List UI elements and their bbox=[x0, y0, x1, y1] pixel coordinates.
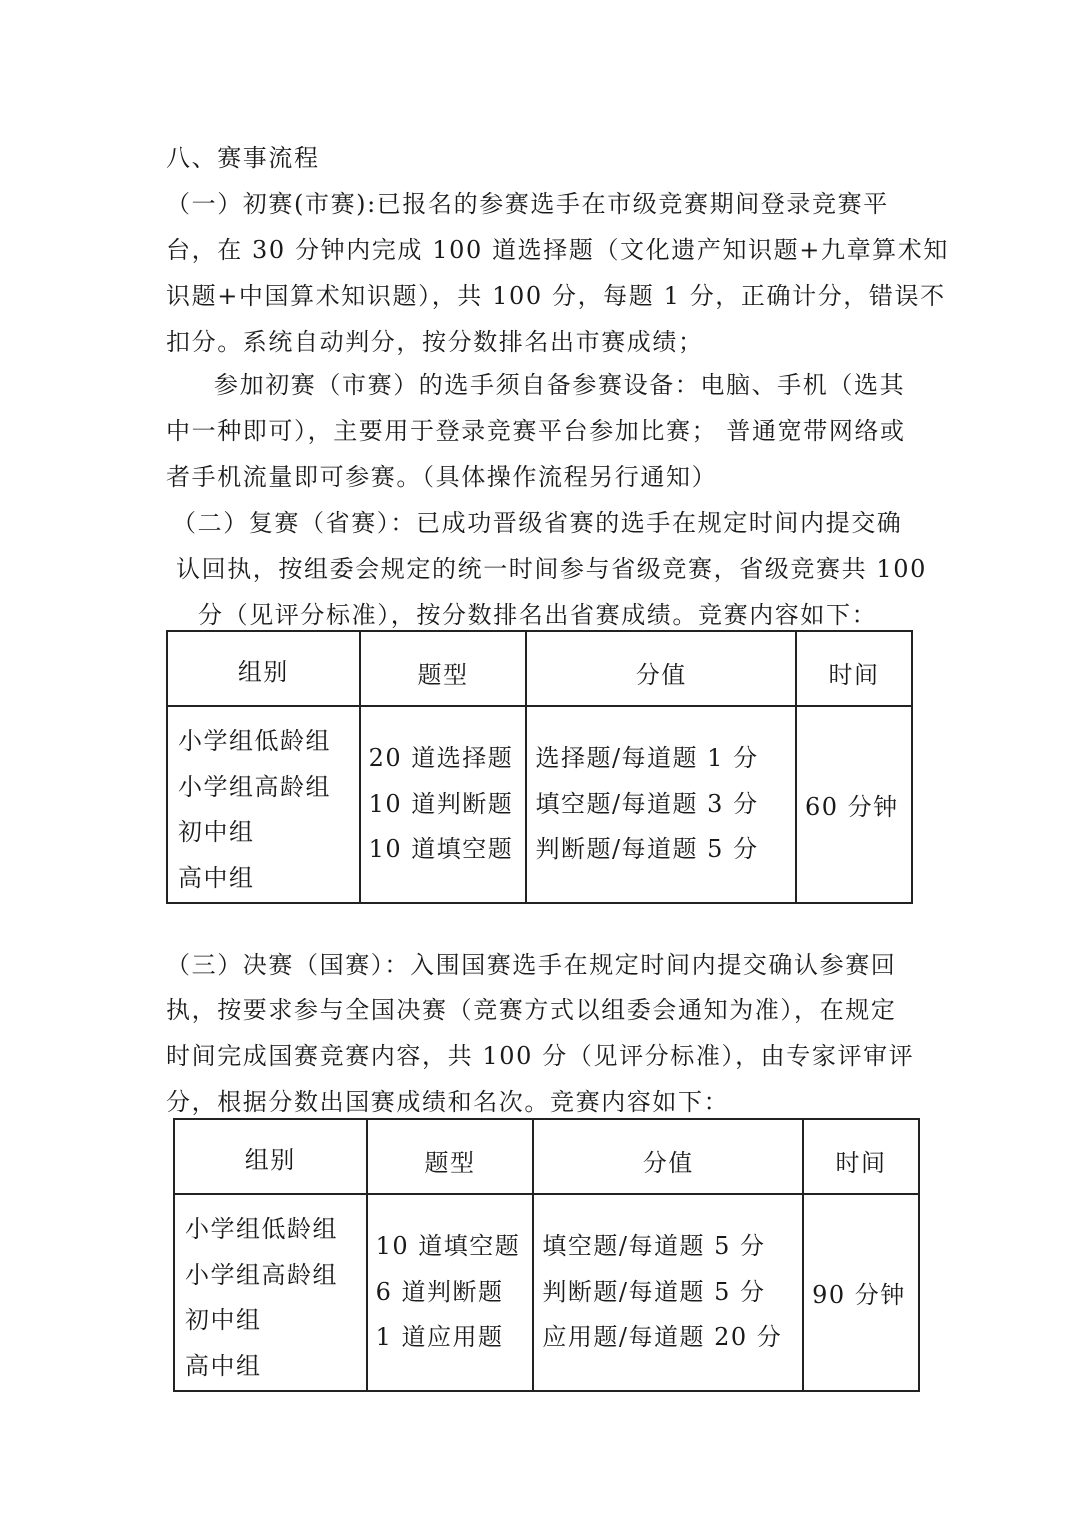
table-header-score: 分值 bbox=[526, 631, 796, 706]
score-item: 判断题/每道题 5 分 bbox=[542, 1277, 766, 1306]
group-item: 小学组高龄组 bbox=[178, 772, 331, 801]
stage3-line-1: （三）决赛（国赛）：入围国赛选手在规定时间内提交确认参赛回 bbox=[166, 951, 897, 979]
stage3-line-4: 分，根据分数出国赛成绩和名次。竞赛内容如下： bbox=[166, 1088, 730, 1116]
question-type-item: 10 道判断题 bbox=[368, 789, 514, 818]
stage1-note-line-1: 参加初赛（市赛）的选手须自备参赛设备：电脑、手机（选其 bbox=[214, 371, 906, 399]
section-title: 八、赛事流程 bbox=[166, 144, 320, 172]
table-cell-question-types bbox=[360, 706, 527, 903]
score-item: 填空题/每道题 3 分 bbox=[535, 789, 759, 818]
table-header-time: 时间 bbox=[796, 631, 912, 706]
stage1-note-line-2: 中一种即可），主要用于登录竞赛平台参加比赛； 普通宽带网络或 bbox=[166, 417, 906, 445]
table-header-time: 时间 bbox=[803, 1119, 919, 1194]
table-header-group: 组别 bbox=[167, 631, 360, 706]
table-cell-scores bbox=[533, 1194, 803, 1391]
score-item: 填空题/每道题 5 分 bbox=[542, 1232, 766, 1261]
table-header-type: 题型 bbox=[360, 631, 527, 706]
stage2-line-1: （二）复赛（省赛）：已成功晋级省赛的选手在规定时间内提交确 bbox=[172, 509, 903, 537]
question-type-item: 10 道填空题 bbox=[375, 1232, 521, 1261]
table-cell-scores bbox=[526, 706, 796, 903]
group-item: 小学组低龄组 bbox=[178, 727, 331, 755]
table-cell-time bbox=[803, 1194, 919, 1391]
group-item: 小学组低龄组 bbox=[185, 1215, 338, 1243]
group-item: 初中组 bbox=[185, 1306, 262, 1334]
question-type-item: 6 道判断题 bbox=[375, 1277, 504, 1306]
table-header-group: 组别 bbox=[174, 1119, 367, 1194]
score-item: 选择题/每道题 1 分 bbox=[535, 744, 759, 773]
group-item: 初中组 bbox=[178, 818, 255, 846]
time-value: 60 分钟 bbox=[804, 793, 899, 821]
group-item: 高中组 bbox=[178, 863, 255, 892]
score-item: 应用题/每道题 20 分 bbox=[542, 1323, 783, 1352]
stage2-line-2: 认回执，按组委会规定的统一时间参与省级竞赛，省级竞赛共 100 bbox=[176, 555, 928, 583]
table-cell-time bbox=[796, 706, 912, 903]
table-cell-question-types bbox=[367, 1194, 534, 1391]
stage3-line-3: 时间完成国赛竞赛内容，共 100 分（见评分标准），由专家评审评 bbox=[166, 1042, 915, 1070]
stage1-line-3: 识题+中国算术知识题），共 100 分，每题 1 分，正确计分，错误不 bbox=[166, 282, 946, 310]
score-item: 判断题/每道题 5 分 bbox=[535, 835, 759, 864]
group-item: 小学组高龄组 bbox=[185, 1260, 338, 1289]
table-cell-groups bbox=[174, 1194, 367, 1391]
stage3-score-table bbox=[173, 1118, 920, 1392]
question-type-item: 20 道选择题 bbox=[368, 744, 514, 773]
stage2-score-table bbox=[166, 630, 913, 904]
table-header-type: 题型 bbox=[367, 1119, 534, 1194]
group-item: 高中组 bbox=[185, 1351, 262, 1380]
table-cell-groups bbox=[167, 706, 360, 903]
stage1-line-2: 台，在 30 分钟内完成 100 道选择题（文化遗产知识题+九章算术知 bbox=[166, 236, 949, 264]
time-value: 90 分钟 bbox=[812, 1281, 906, 1309]
question-type-item: 1 道应用题 bbox=[375, 1323, 504, 1352]
table-header-score: 分值 bbox=[533, 1119, 803, 1194]
stage1-line-1: （一）初赛(市赛):已报名的参赛选手在市级竞赛期间登录竞赛平 bbox=[166, 190, 889, 218]
stage2-line-3: 分（见评分标准），按分数排名出省赛成绩。竞赛内容如下： bbox=[198, 601, 878, 629]
stage1-note-line-3: 者手机流量即可参赛。（具体操作流程另行通知） bbox=[166, 463, 718, 491]
stage1-line-4: 扣分。系统自动判分，按分数排名出市赛成绩； bbox=[166, 328, 704, 356]
stage3-line-2: 执，按要求参与全国决赛（竞赛方式以组委会通知为准），在规定 bbox=[166, 996, 897, 1024]
question-type-item: 10 道填空题 bbox=[368, 835, 514, 864]
